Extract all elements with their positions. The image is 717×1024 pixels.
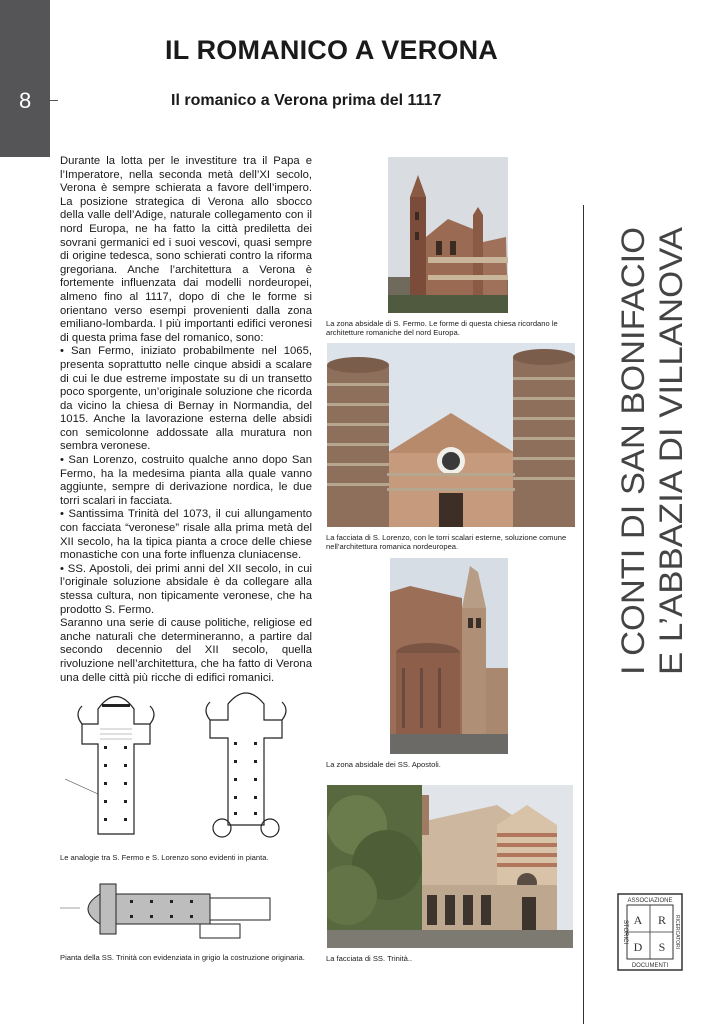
- logo-bottom-text: DOCUMENTI: [631, 963, 669, 969]
- photo-san-lorenzo: [327, 343, 575, 527]
- logo-left-text: STORICI: [622, 919, 628, 945]
- body-paragraph-conclusion: Saranno una serie di cause politiche, religiose ed anche naturali che determineranno, a partire dal secondo decennio del XII secolo, quella rivoluzione nell’architettura, che ha fatto di Verona una delle città più ricche di edifici romanici.: [60, 617, 312, 684]
- photo-santi-apostoli: [390, 558, 508, 754]
- body-text: [60, 155, 312, 685]
- floor-plan-san-fermo: [60, 684, 172, 842]
- side-title-line2: E L’ABBAZIA DI VILLANOVA: [653, 262, 688, 675]
- side-title: [608, 225, 688, 675]
- caption-floor-plans: Le analogie tra S. Fermo e S. Lorenzo sono evidenti in pianta.: [60, 853, 269, 862]
- body-bullet-san-fermo: • San Fermo, iniziato probabilmente nel 1065, presenta soprattutto nelle cinque absidi a scalare di cui le due estreme impostate su di un transetto poco sporgente, un’originale soluzione che ricorda da vicino la chiesa di Bernay in Normandia, del 1015. Anche la lavorazione esterna delle absidi con semicolonne addossate alla muratura non sembra veronese.: [60, 345, 312, 453]
- logo-right-text: RICERCATORI: [674, 915, 680, 949]
- body-bullet-trinita: • Santissima Trinità del 1073, il cui allungamento con facciata “veronese” risale alla prima metà del XII secolo, ha la tipica pianta a croce delle chiese monastiche con una forte influenza cluniacense.: [60, 508, 312, 562]
- page-title: IL ROMANICO A VERONA: [165, 35, 499, 65]
- association-logo: [617, 893, 683, 971]
- body-paragraph-intro: Durante la lotta per le investiture tra il Papa e l’Imperatore, nella seconda metà dell’XI secolo, Verona è sempre schierata a favore dell’impero. La posizione strategica di Verona allo sbocco della valle dell’Adige, naturale collegamento con il nord Europa, ne ha fatto la città prediletta dei sovrani germanici ed i suoi vescovi, quasi sempre di origine tedesca, sono schierati contro la riforma gregoriana. Anche l’architettura a Verona è fortemente influenzata dai modelli nordeuropei, almeno fino al 1117, dopo di che le forme si orientano verso esempi provenienti dalla zona emiliano-lombarda. I più importanti edifici veronesi di questa prima fase del romanico, sono:: [60, 155, 312, 344]
- photo-santissima-trinita: [327, 785, 573, 948]
- body-bullet-san-lorenzo: • San Lorenzo, costruito qualche anno dopo San Fermo, ha la medesima pianta alla quale vanno aggiunte, sempre di derivazione nordica, le due torri scalari in facciata.: [60, 454, 312, 507]
- page-number-dash: [44, 100, 58, 101]
- side-title-line1: I CONTI DI SAN BONIFACIO: [615, 258, 651, 675]
- vertical-divider-line: [583, 205, 584, 1024]
- page-corner-block: [0, 0, 50, 157]
- logo-letter-a: A: [633, 913, 643, 927]
- caption-san-fermo: La zona absidale di S. Fermo. Le forme di questa chiesa ricordano le architetture romaniche del nord Europa.: [326, 319, 558, 337]
- caption-santissima-trinita: La facciata di SS. Trinità..: [326, 954, 413, 963]
- floor-plan-santissima-trinita: [60, 874, 286, 944]
- logo-letter-s: S: [658, 940, 666, 954]
- logo-letter-d: D: [633, 940, 643, 954]
- page-subtitle: Il romanico a Verona prima del 1117: [171, 92, 442, 109]
- logo-letter-r: R: [657, 913, 667, 927]
- page-number: 8: [19, 88, 32, 113]
- caption-trinita-plan: Pianta della SS. Trinità con evidenziata in grigio la costruzione originaria.: [60, 953, 305, 962]
- logo-top-text: ASSOCIAZIONE: [627, 898, 673, 904]
- body-bullet-apostoli: • SS. Apostoli, dei primi anni del XII secolo, in cui l’originale soluzione absidale è da collegare alla stessa cultura, non tipicamente veronese, che ha prodotto S. Fermo.: [60, 562, 312, 616]
- caption-santi-apostoli: La zona absidale dei SS. Apostoli.: [326, 760, 441, 769]
- caption-san-lorenzo: La facciata di S. Lorenzo, con le torri scalari esterne, soluzione comune nell’architettura romanica nordeuropea.: [326, 533, 567, 551]
- floor-plan-san-lorenzo: [190, 680, 302, 842]
- photo-san-fermo: [388, 157, 508, 313]
